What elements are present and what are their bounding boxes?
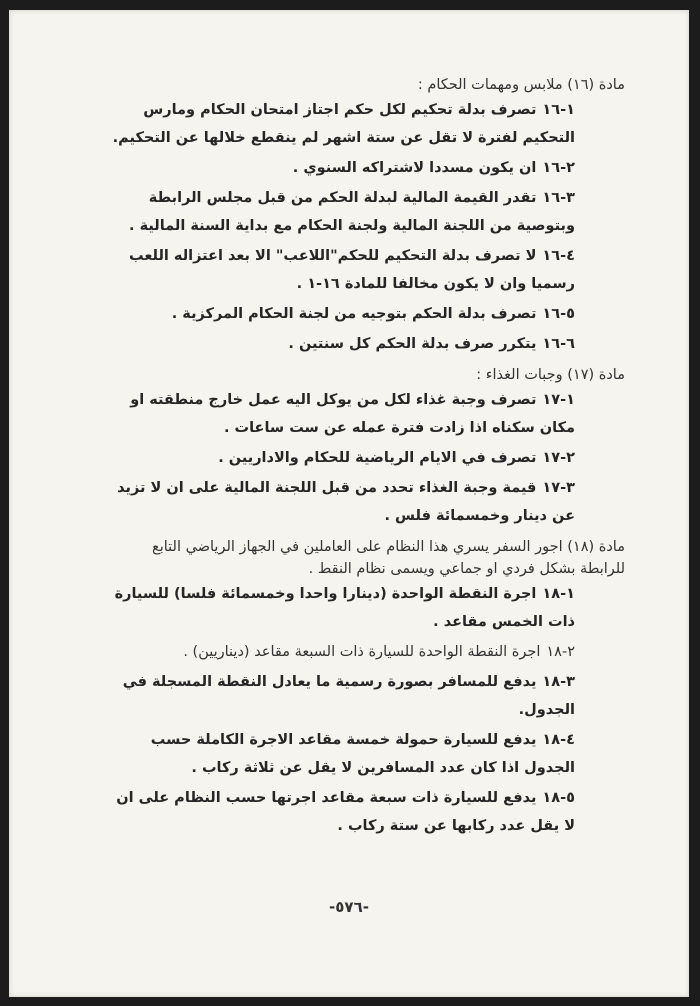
clause-number: ٣-١٦ bbox=[542, 190, 575, 206]
article-18-3 bbox=[105, 668, 575, 724]
page-number: -٥٧٦- bbox=[329, 898, 369, 916]
clause-number: ٢-١٧ bbox=[542, 450, 575, 466]
article-17-1 bbox=[105, 386, 575, 442]
article-16-2 bbox=[105, 154, 575, 182]
article-16-3 bbox=[105, 184, 575, 240]
clause-number: ٣-١٧ bbox=[542, 480, 575, 496]
clause-text: تصرف بدلة تحكيم لكل حكم اجتاز امتحان الحكام ومارس التحكيم لفترة لا تقل عن ستة اشهر لم ينقطع خلالها عن التحكيم. bbox=[112, 102, 575, 146]
clause-text: ان يكون مسددا لاشتراكه السنوي . bbox=[292, 160, 537, 176]
clause-text: يدفع للسيارة ذات سبعة مقاعد اجرتها حسب النظام على ان لا يقل عدد ركابها عن ستة ركاب . bbox=[116, 790, 575, 834]
article-16-1 bbox=[105, 96, 575, 152]
article-17-heading: مادة (١٧) وجبات الغذاء : bbox=[476, 367, 625, 383]
article-18-1 bbox=[105, 580, 575, 636]
clause-text: يدفع للمسافر بصورة رسمية ما يعادل النقطة المسجلة في الجدول. bbox=[122, 674, 575, 718]
article-16-heading: مادة (١٦) ملابس ومهمات الحكام : bbox=[417, 77, 625, 93]
clause-number: ٤-١٨ bbox=[542, 732, 575, 748]
clause-number: ١-١٦ bbox=[542, 102, 575, 118]
clause-number: ٥-١٦ bbox=[542, 306, 575, 322]
clause-number: ٤-١٦ bbox=[542, 248, 575, 264]
clause-number: ١-١٧ bbox=[542, 392, 575, 408]
document-body bbox=[105, 68, 625, 842]
clause-text: يتكرر صرف بدلة الحكم كل سنتين . bbox=[288, 336, 537, 352]
article-16-6 bbox=[105, 330, 575, 358]
clause-text: لا تصرف بدلة التحكيم للحكم"اللاعب" الا بعد اعتزاله اللعب رسميا وان لا يكون مخالفا للمادة ١٦-١ . bbox=[128, 248, 575, 292]
clause-text: تصرف وجبة غذاء لكل من يوكل اليه عمل خارج منطقته او مكان سكناه اذا زادت فترة عمله عن ست ساعات . bbox=[130, 392, 575, 436]
clause-text: تصرف بدلة الحكم بتوجيه من لجنة الحكام المركزية . bbox=[171, 306, 537, 322]
article-17-3 bbox=[105, 474, 575, 530]
clause-number: ٢-١٦ bbox=[542, 160, 575, 176]
article-18-4 bbox=[105, 726, 575, 782]
clause-number: ٢-١٨ bbox=[546, 644, 575, 660]
article-18-2 bbox=[105, 638, 575, 666]
clause-text: يدفع للسيارة حمولة خمسة مقاعد الاجرة الكاملة حسب الجدول اذا كان عدد المسافرين لا يقل عن ثلاثة ركاب . bbox=[150, 732, 575, 776]
article-17-2 bbox=[105, 444, 575, 472]
clause-number: ٦-١٦ bbox=[542, 336, 575, 352]
clause-number: ١-١٨ bbox=[542, 586, 575, 602]
clause-number: ٥-١٨ bbox=[542, 790, 575, 806]
article-18-heading: مادة (١٨) اجور السفر يسري هذا النظام على العاملين في الجهاز الرياضي التابع للرابطة بشكل فردي او جماعي ويسمى نظام النقط . bbox=[152, 539, 625, 577]
clause-text: تصرف في الايام الرياضية للحكام والاداريين . bbox=[218, 450, 537, 466]
clause-text: اجرة النقطة الواحدة للسيارة ذات السبعة مقاعد (ديناريين) . bbox=[183, 644, 541, 660]
clause-text: قيمة وجبة الغذاء تحدد من قبل اللجنة المالية على ان لا تزيد عن دينار وخمسمائة فلس . bbox=[117, 480, 575, 524]
article-16-5 bbox=[105, 300, 575, 328]
clause-text: تقدر القيمة المالية لبدلة الحكم من قبل مجلس الرابطة وبتوصية من اللجنة المالية ولجنة الحكام مع بداية السنة المالية . bbox=[129, 190, 575, 234]
clause-number: ٣-١٨ bbox=[542, 674, 575, 690]
clause-text: اجرة النقطة الواحدة (دينارا واحدا وخمسمائة فلسا) للسيارة ذات الخمس مقاعد . bbox=[114, 586, 575, 630]
document-page bbox=[9, 10, 689, 997]
article-18-5 bbox=[105, 784, 575, 840]
article-16-4 bbox=[105, 242, 575, 298]
